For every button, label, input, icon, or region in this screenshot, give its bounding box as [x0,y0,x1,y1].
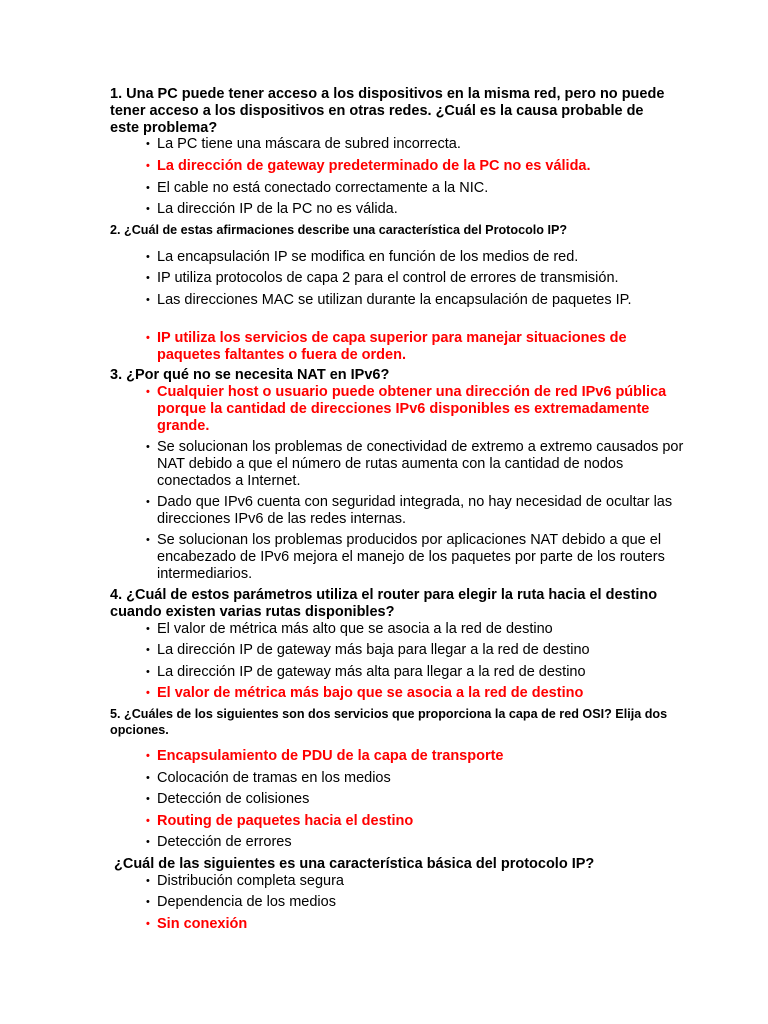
option-6a: • Distribución completa segura [146,873,344,889]
option-4a: • El valor de métrica más alto que se asocia a la red de destino [146,621,553,637]
option-5b: • Colocación de tramas en los medios [146,770,391,786]
option-2d: • IP utiliza los servicios de capa superior para manejar situaciones de paquetes faltantes o fuera de orden. [146,330,627,363]
option-5d: • Routing de paquetes hacia el destino [146,813,414,829]
option-6c: • Sin conexión [146,916,248,932]
bullet-icon: • [146,534,150,546]
question-1: 1. Una PC puede tener acceso a los dispositivos en la misma red, pero no puede tener acceso a los dispositivos en otras redes. ¿Cuál es la causa probable de este problema? [110,86,665,136]
option-2a: • La encapsulación IP se modifica en función de los medios de red. [146,249,579,265]
bullet-icon: • [146,623,150,635]
question-2: 2. ¿Cuál de estas afirmaciones describe una característica del Protocolo IP? [110,223,568,237]
question-5: 5. ¿Cuáles de los siguientes son dos servicios que proporciona la capa de red OSI? Elija dos opciones. [110,707,668,737]
bullet-icon: • [146,294,150,306]
bullet-icon: • [146,815,150,827]
option-5c: • Detección de colisiones [146,791,310,807]
option-3d: • Se solucionan los problemas producidos por aplicaciones NAT debido a que el encabezado de IPv6 mejora el manejo de los paquetes por parte de los routers intermediarios. [146,532,665,582]
bullet-icon: • [146,496,150,508]
bullet-icon: • [146,138,150,150]
question-6: ¿Cuál de las siguientes es una característica básica del protocolo IP? [114,856,595,872]
option-4b: • La dirección IP de gateway más baja para llegar a la red de destino [146,642,590,658]
bullet-icon: • [146,772,150,784]
option-4c: • La dirección IP de gateway más alta para llegar a la red de destino [146,664,586,680]
option-3c: • Dado que IPv6 cuenta con seguridad integrada, no hay necesidad de ocultar las direcciones IPv6 de las redes internas. [146,494,673,527]
bullet-icon: • [146,182,150,194]
bullet-icon: • [146,251,150,263]
bullet-icon: • [146,793,150,805]
bullet-icon: • [146,386,150,398]
bullet-icon: • [146,644,150,656]
option-1a: • La PC tiene una máscara de subred incorrecta. [146,136,461,152]
option-3a: • Cualquier host o usuario puede obtener una dirección de red IPv6 pública porque la cantidad de direcciones IPv6 disponibles es extremadamente grande. [146,384,667,434]
bullet-icon: • [146,160,150,172]
option-1b: • La dirección de gateway predeterminado de la PC no es válida. [146,158,591,174]
option-6b: • Dependencia de los medios [146,894,336,910]
bullet-icon: • [146,272,150,284]
question-3: 3. ¿Por qué no se necesita NAT en IPv6? [110,367,390,383]
option-4d: • El valor de métrica más bajo que se asocia a la red de destino [146,685,584,701]
bullet-icon: • [146,687,150,699]
option-2c: • Las direcciones MAC se utilizan durante la encapsulación de paquetes IP. [146,292,632,308]
option-3b: • Se solucionan los problemas de conectividad de extremo a extremo causados por NAT debido a que el número de rutas aumenta con la cantidad de nodos conectados a Internet. [146,439,684,489]
bullet-icon: • [146,896,150,908]
bullet-icon: • [146,666,150,678]
question-4: 4. ¿Cuál de estos parámetros utiliza el router para elegir la ruta hacia el destino cuando existen varias rutas disponibles? [110,587,658,620]
bullet-icon: • [146,203,150,215]
option-2b: • IP utiliza protocolos de capa 2 para el control de errores de transmisión. [146,270,619,286]
bullet-icon: • [146,875,150,887]
option-5a: • Encapsulamiento de PDU de la capa de transporte [146,748,504,764]
option-1d: • La dirección IP de la PC no es válida. [146,201,398,217]
bullet-icon: • [146,836,150,848]
bullet-icon: • [146,441,150,453]
bullet-icon: • [146,750,150,762]
option-1c: • El cable no está conectado correctamente a la NIC. [146,180,489,196]
option-5e: • Detección de errores [146,834,292,850]
bullet-icon: • [146,332,150,344]
bullet-icon: • [146,918,150,930]
